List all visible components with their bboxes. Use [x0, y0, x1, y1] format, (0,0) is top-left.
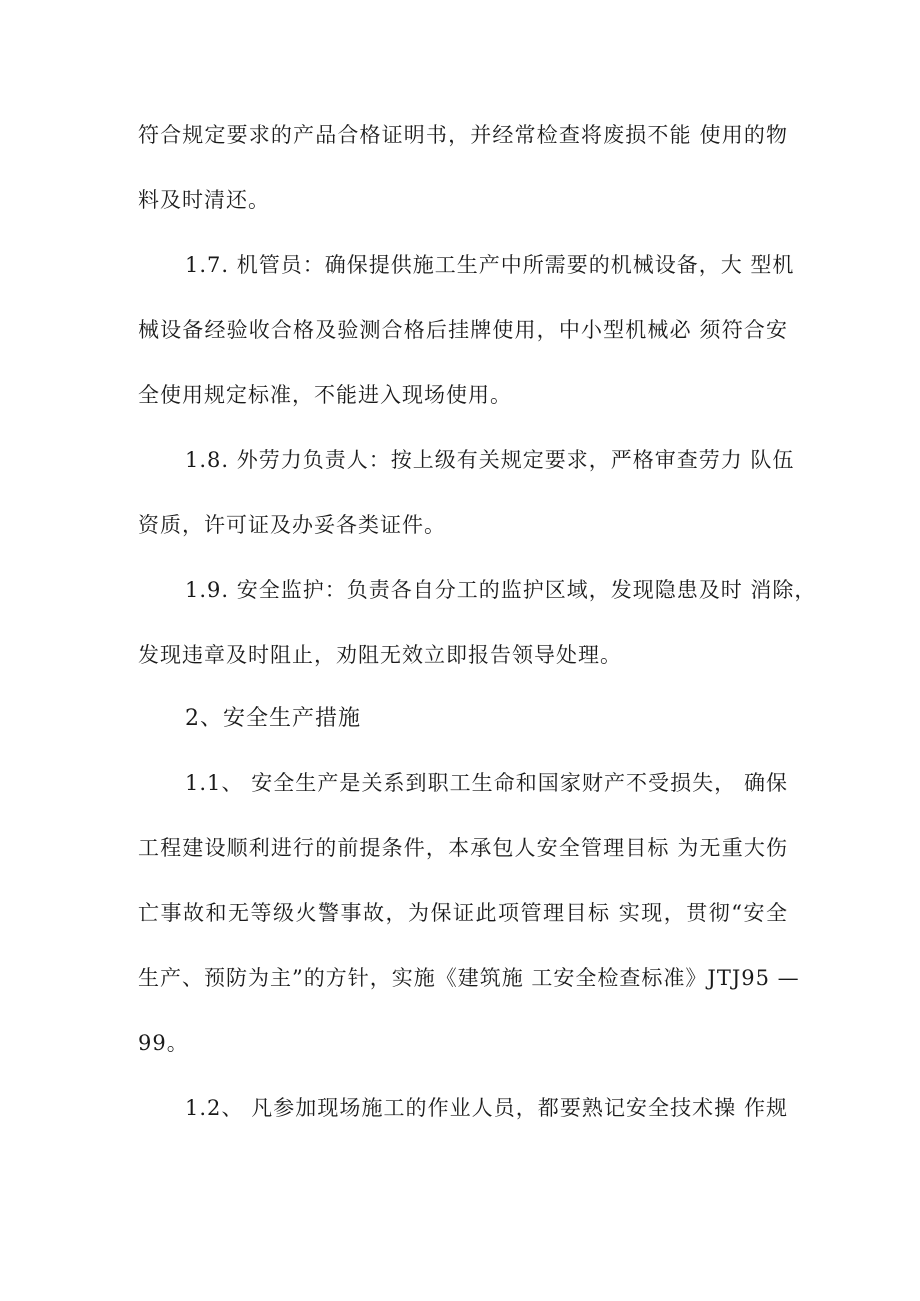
paragraph-line: 1.8. 外劳力负责人：按上级有关规定要求，严格审查劳力 队伍 — [185, 448, 795, 472]
paragraph-line: 99。 — [138, 1031, 189, 1055]
paragraph-line: 1.1、 安全生产是关系到职工生命和国家财产不受损失， 确保 — [185, 771, 788, 795]
section-heading: 2、安全生产措施 — [185, 706, 361, 731]
paragraph-line: 全使用规定标准，不能进入现场使用。 — [138, 383, 512, 407]
paragraph-line: 资质，许可证及办妥各类证件。 — [138, 513, 446, 537]
paragraph-line: 料及时清还。 — [138, 188, 270, 212]
paragraph-line: 1.7. 机管员：确保提供施工生产中所需要的机械设备，大 型机 — [185, 253, 795, 277]
paragraph-line: 亡事故和无等级火警事故，为保证此项管理目标 实现，贯彻“安全 — [138, 901, 788, 925]
paragraph-line: 生产、预防为主”的方针，实施《建筑施 工安全检查标准》JTJ95 — — [138, 966, 800, 990]
paragraph-line: 工程建设顺利进行的前提条件，本承包人安全管理目标 为无重大伤 — [138, 836, 788, 860]
paragraph-line: 械设备经验收合格及验测合格后挂牌使用，中小型机械必 须符合安 — [138, 318, 788, 342]
paragraph-line: 1.2、 凡参加现场施工的作业人员，都要熟记安全技术操 作规 — [185, 1096, 788, 1120]
paragraph-line: 符合规定要求的产品合格证明书，并经常检查将废损不能 使用的物 — [138, 123, 788, 147]
paragraph-line: 1.9. 安全监护：负责各自分工的监护区域，发现隐患及时 消除， — [185, 578, 817, 602]
paragraph-line: 发现违章及时阻止，劝阻无效立即报告领导处理。 — [138, 643, 622, 667]
